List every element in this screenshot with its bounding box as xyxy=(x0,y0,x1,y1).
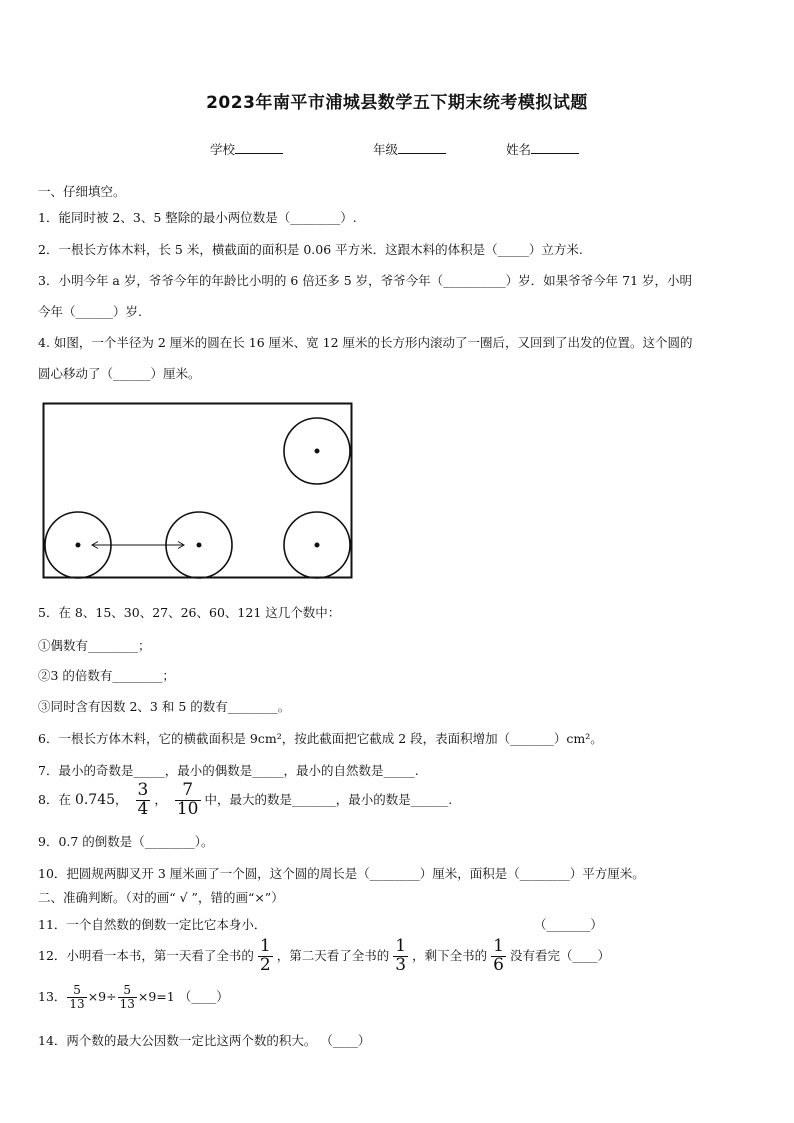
q13-fraction-1: $\frac{5}{13}$ xyxy=(69,983,85,1012)
q8-decimal: 0.745 xyxy=(74,791,116,808)
question-3-line2: 今年（______）岁. xyxy=(38,304,142,319)
section1-heading: 一、仔细填空。 xyxy=(38,184,126,199)
q8-fraction-2: $\frac{7}{10}$ xyxy=(176,780,199,819)
question-5-a: ①偶数有________； xyxy=(38,638,151,653)
grade-blank[interactable] xyxy=(398,141,446,154)
question-4-line2: 圆心移动了（______）厘米。 xyxy=(38,366,201,381)
grade-field xyxy=(373,140,446,158)
question-10: 10．把圆规两脚叉开 3 厘米画了一个圆，这个圆的周长是（________）厘米，面积是（________）平方厘米。 xyxy=(38,866,645,881)
school-field xyxy=(210,140,283,158)
question-11-answer[interactable]: （_______） xyxy=(534,917,603,932)
q12-part4: 没有看完（____） xyxy=(509,947,610,963)
q13-mid: ×9÷ xyxy=(87,989,117,1005)
name-label: 姓名 xyxy=(506,142,532,157)
question-6: 6．一根长方体木料，它的横截面积是 9cm²，按此截面把它截成 2 段，表面积增加（_______）cm²。 xyxy=(38,731,603,746)
center-bottom-left xyxy=(76,543,81,548)
center-top-right xyxy=(315,449,320,454)
rolling-circle-figure xyxy=(42,402,354,580)
q12-part3: ，剩下全书的 xyxy=(412,947,488,963)
section2-heading: 二、准确判断。（对的画“ √ ”，错的画“×”） xyxy=(38,890,284,905)
rectangle xyxy=(44,404,352,578)
question-14: 14．两个数的最大公因数一定比这两个数的积大。 （____） xyxy=(38,1033,371,1048)
question-7: 7．最小的奇数是_____，最小的偶数是_____，最小的自然数是_____. xyxy=(38,763,419,778)
q8-sep1: ， xyxy=(115,791,128,807)
q12-fraction-3: $\frac{1}{6}$ xyxy=(493,936,504,975)
name-blank[interactable] xyxy=(531,141,579,154)
name-field xyxy=(506,140,579,158)
q13-suffix: ×9=1 （____） xyxy=(137,989,229,1005)
double-arrow xyxy=(92,542,184,549)
question-5-stem: 5．在 8、15、30、27、26、60、121 这几个数中： xyxy=(38,605,341,620)
question-2: 2．一根长方体木料，长 5 米，横截面的面积是 0.06 平方米．这跟木料的体积是（_____）立方米. xyxy=(38,242,583,257)
q12-fraction-1: $\frac{1}{2}$ xyxy=(259,936,271,975)
q8-prefix: 8．在 xyxy=(38,791,71,807)
q12-fraction-2: $\frac{1}{3}$ xyxy=(395,936,407,975)
school-label: 学校 xyxy=(210,142,236,157)
q13-prefix: 13． xyxy=(38,989,67,1005)
q8-sep2: ， xyxy=(154,791,167,807)
question-3-line1: 3．小明今年 a 岁，爷爷今年的年龄比小明的 6 倍还多 5 岁，爷爷今年（__________）岁．如果爷爷今年 71 岁，小明 xyxy=(38,273,693,288)
question-5-b: ②3 的倍数有________； xyxy=(38,668,175,683)
q12-part1: 12．小明看一本书，第一天看了全书的 xyxy=(38,947,254,963)
q8-fraction-1: $\frac{3}{4}$ xyxy=(137,780,149,819)
question-4-line1: 4. 如图，一个半径为 2 厘米的圆在长 16 厘米、宽 12 厘米的长方形内滚动了一圈后，又回到了出发的位置。这个圆的 xyxy=(38,335,693,350)
center-bottom-middle xyxy=(197,543,202,548)
question-5-c: ③同时含有因数 2、3 和 5 的数有________。 xyxy=(38,699,291,714)
page-title: 2023年南平市浦城县数学五下期末统考模拟试题 xyxy=(206,93,588,113)
question-12 xyxy=(38,938,610,975)
q13-fraction-2: $\frac{5}{13}$ xyxy=(119,983,135,1012)
q12-part2: ，第二天看了全书的 xyxy=(276,947,390,963)
question-1: 1．能同时被 2、3、5 整除的最小两位数是（________）. xyxy=(38,210,357,225)
center-bottom-right xyxy=(315,543,320,548)
question-8 xyxy=(38,782,452,819)
grade-label: 年级 xyxy=(373,142,399,157)
question-11: 11．一个自然数的倒数一定比它本身小． xyxy=(38,917,267,932)
school-blank[interactable] xyxy=(235,141,283,154)
question-13 xyxy=(38,984,229,1011)
question-9: 9．0.7 的倒数是（________）。 xyxy=(38,834,214,849)
q8-suffix: 中，最大的数是_______，最小的数是______. xyxy=(204,791,453,807)
